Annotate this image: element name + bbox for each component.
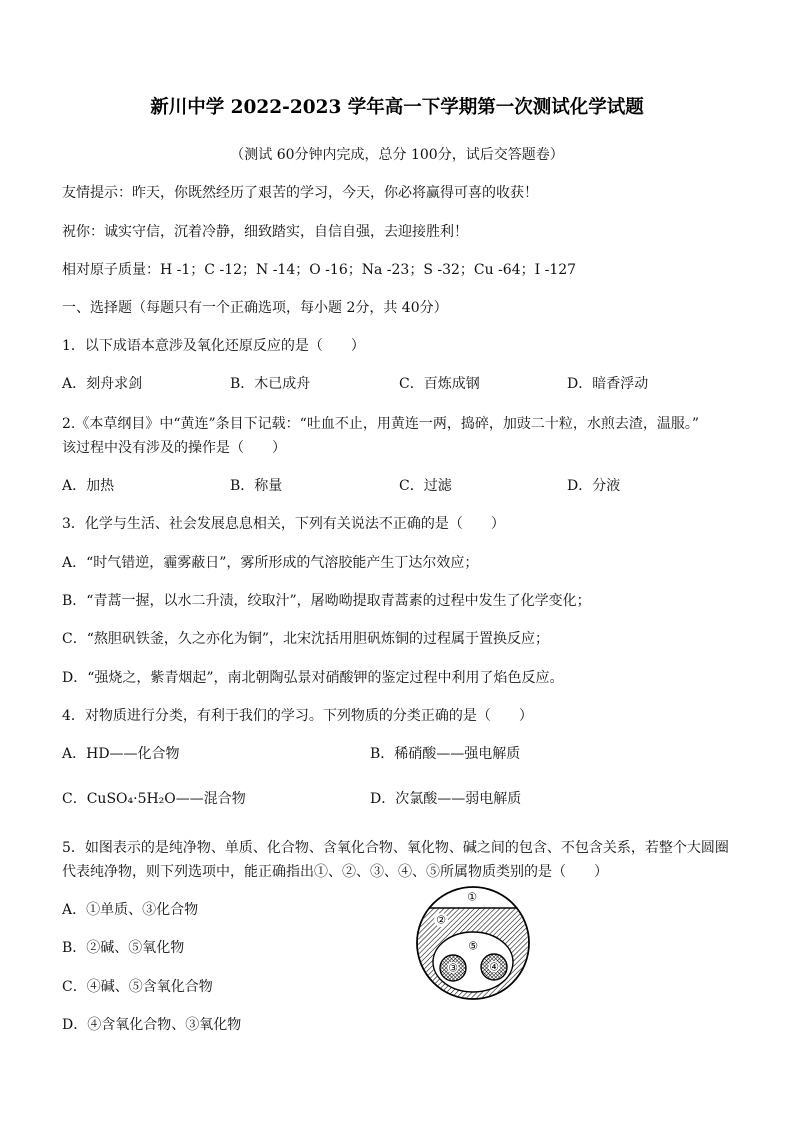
question-3-stem: 3．化学与生活、社会发展息息相关，下列有关说法不正确的是（ ） <box>62 516 505 532</box>
question-2-option-c: C．过滤 <box>399 478 452 494</box>
question-5-stem-line-2: 代表纯净物，则下列选项中，能正确指出①、②、③、④、⑤所属物质类别的是（ ） <box>62 864 608 880</box>
region-1-label: ① <box>467 890 477 904</box>
question-3-option-b: B．“青蒿一握，以水二升渍，绞取汁”，屠呦呦提取青蒿素的过程中发生了化学变化； <box>62 593 591 609</box>
question-5-option-d: D．④含氧化合物、③氧化物 <box>62 1017 242 1033</box>
question-1-option-c: C．百炼成钢 <box>399 376 480 392</box>
question-1-stem: 1．以下成语本意涉及氧化还原反应的是（ ） <box>62 338 365 354</box>
question-4-option-d: D．次氯酸——弱电解质 <box>370 791 522 807</box>
classification-diagram <box>413 883 533 1003</box>
question-1-option-d: D．暗香浮动 <box>567 376 649 392</box>
question-1-option-a: A．刻舟求剑 <box>62 376 143 392</box>
section-heading: 一、选择题（每题只有一个正确选项，每小题 2分，共 40分） <box>62 300 448 316</box>
exam-subtitle: （测试 60分钟内完成，总分 100分，试后交答题卷） <box>230 147 564 163</box>
good-wishes: 祝你：诚实守信，沉着冷静，细致踏实，自信自强，去迎接胜利！ <box>62 224 468 240</box>
region-2-label: ② <box>436 913 446 927</box>
exam-title: 新川中学 2022-2023 学年高一下学期第一次测试化学试题 <box>150 97 644 118</box>
question-5-option-a: A．①单质、③化合物 <box>62 902 199 918</box>
question-5-option-c: C．④碱、⑤含氧化合物 <box>62 979 213 995</box>
question-3-option-a: A．“时气错逆，霾雾蔽日”，雾所形成的气溶胶能产生丁达尔效应； <box>62 555 479 571</box>
question-5-stem-line-1: 5．如图表示的是纯净物、单质、化合物、含氧化合物、氧化物、碱之间的包含、不包含关系，若整个大圆圈 <box>62 840 729 856</box>
question-1-option-b: B．木已成舟 <box>230 376 311 392</box>
question-4-option-c: C．CuSO₄·5H₂O——混合物 <box>62 791 246 807</box>
question-2-option-a: A．加热 <box>62 478 115 494</box>
region-3-label: ③ <box>448 961 458 975</box>
question-5-option-b: B．②碱、⑤氧化物 <box>62 940 185 956</box>
question-4-option-b: B．稀硝酸——强电解质 <box>370 746 521 762</box>
relative-atomic-masses: 相对原子质量：H -1；C -12；N -14；O -16；Na -23；S -32；Cu -64；I -127 <box>62 262 577 278</box>
question-2-stem-line-2: 该过程中没有涉及的操作是（ ） <box>62 440 286 456</box>
region-5-label: ⑤ <box>468 939 478 953</box>
region-4-label: ④ <box>489 960 499 974</box>
friendly-tip: 友情提示：昨天，你既然经历了艰苦的学习，今天，你必将赢得可喜的收获！ <box>62 185 538 201</box>
question-3-option-d: D．“强烧之，紫青烟起”，南北朝陶弘景对硝酸钾的鉴定过程中利用了焰色反应。 <box>62 670 564 686</box>
question-4-stem: 4．对物质进行分类，有利于我们的学习。下列物质的分类正确的是（ ） <box>62 708 533 724</box>
question-2-stem-line-1: 2.《本草纲目》中“黄连”条目下记载：“吐血不止，用黄连一两，捣碎，加豉二十粒，水煎去渣，温服。” <box>62 416 699 432</box>
question-4-option-a: A．HD——化合物 <box>62 746 180 762</box>
question-2-option-d: D．分液 <box>567 478 621 494</box>
question-3-option-c: C．“熬胆矾铁釜，久之亦化为铜”，北宋沈括用胆矾炼铜的过程属于置换反应； <box>62 631 550 647</box>
question-2-option-b: B．称量 <box>230 478 283 494</box>
